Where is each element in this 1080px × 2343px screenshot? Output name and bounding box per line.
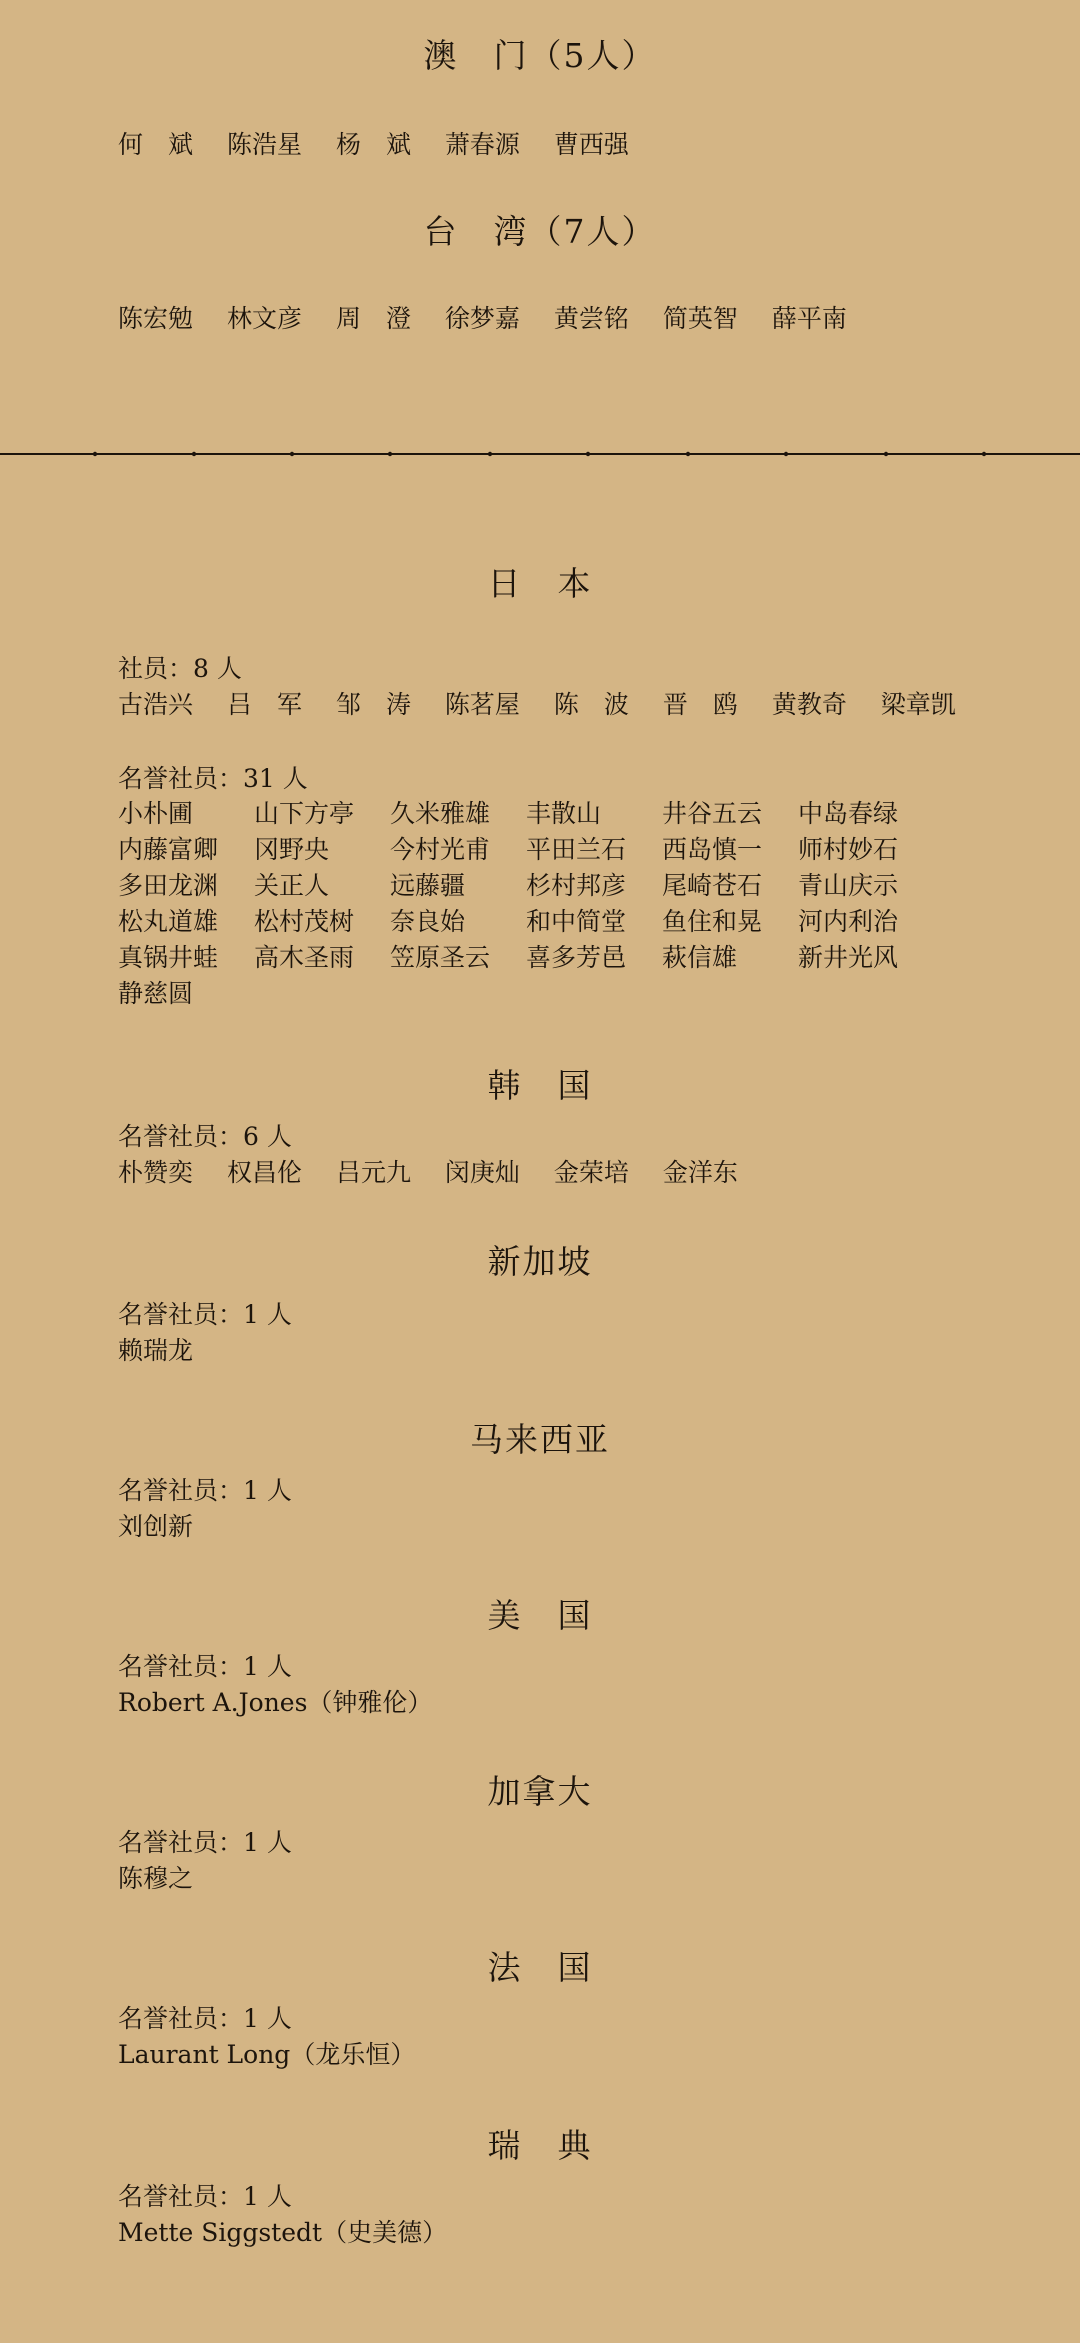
name-item: 奈良始: [390, 907, 466, 936]
name-item: 西岛慎一: [662, 835, 763, 864]
name-item: 小朴圃: [118, 799, 194, 828]
name-item: 冈野央: [254, 835, 330, 864]
section-title-singapore: 新加坡: [487, 1242, 593, 1281]
name-item: 周 澄: [335, 304, 411, 333]
name-item: 平田兰石: [526, 835, 627, 864]
name-item: 权昌伦: [226, 1158, 302, 1187]
name-item: 陈 波: [553, 690, 629, 719]
name-item: 陈茗屋: [444, 690, 520, 719]
name-item: 黄教奇: [771, 690, 847, 719]
name-item: 河内利治: [798, 907, 899, 936]
macau-names: [118, 128, 655, 162]
name-item: 鱼住和晃: [662, 907, 763, 936]
name-item: 金洋东: [662, 1158, 738, 1187]
japan-members-label: 社员：8 人: [118, 654, 242, 683]
section-title-macau: 澳 门（5人）: [423, 36, 657, 75]
name-item: 久米雅雄: [390, 799, 491, 828]
usa-name: Robert A.Jones（钟雅伦）: [118, 1688, 433, 1717]
korea-names: [118, 1156, 764, 1190]
name-item: 黄尝铭: [553, 304, 629, 333]
singapore-honorary-label: 名誉社员：1 人: [118, 1300, 292, 1329]
name-item: 古浩兴: [118, 690, 194, 719]
grid-row: [118, 976, 938, 1012]
section-title-usa: 美 国: [487, 1596, 593, 1635]
grid-row: [118, 868, 938, 904]
name-item: 吕 军: [226, 690, 302, 719]
name-item: 闵庚灿: [444, 1158, 520, 1187]
section-divider: [0, 448, 1080, 460]
name-item: 井谷五云: [662, 799, 763, 828]
section-title-japan: 日 本: [487, 564, 593, 603]
grid-row: [118, 904, 938, 940]
korea-honorary-label: 名誉社员：6 人: [118, 1122, 292, 1151]
name-item: 徐梦嘉: [444, 304, 520, 333]
name-item: 林文彦: [226, 304, 302, 333]
malaysia-name: 刘创新: [118, 1512, 194, 1541]
grid-row: [118, 832, 938, 868]
name-item: 尾崎苍石: [662, 871, 763, 900]
name-item: 梁章凯: [880, 690, 956, 719]
section-title-sweden: 瑞 典: [487, 2126, 593, 2165]
name-item: 萧春源: [444, 130, 520, 159]
name-item: 远藤疆: [390, 871, 466, 900]
name-item: 朴赞奕: [118, 1158, 194, 1187]
name-item: 内藤富卿: [118, 835, 219, 864]
name-item: 陈浩星: [226, 130, 302, 159]
japan-honorary-grid: [118, 796, 938, 1012]
name-item: 今村光甫: [390, 835, 491, 864]
name-item: 多田龙渊: [118, 871, 219, 900]
name-item: 笠原圣云: [390, 943, 491, 972]
canada-honorary-label: 名誉社员：1 人: [118, 1828, 292, 1857]
name-item: 师村妙石: [798, 835, 899, 864]
sweden-honorary-label: 名誉社员：1 人: [118, 2182, 292, 2211]
japan-honorary-label: 名誉社员：31 人: [118, 764, 308, 793]
france-name: Laurant Long（龙乐恒）: [118, 2040, 416, 2069]
taiwan-names: [118, 302, 873, 336]
name-item: 杉村邦彦: [526, 871, 627, 900]
name-item: 陈宏勉: [118, 304, 194, 333]
name-item: 中岛春绿: [798, 799, 899, 828]
usa-honorary-label: 名誉社员：1 人: [118, 1652, 292, 1681]
name-item: 山下方亭: [254, 799, 355, 828]
name-item: 真锅井蛙: [118, 943, 219, 972]
name-item: 新井光风: [798, 943, 899, 972]
canada-name: 陈穆之: [118, 1864, 194, 1893]
name-item: 丰散山: [526, 799, 602, 828]
name-item: 金荣培: [553, 1158, 629, 1187]
france-honorary-label: 名誉社员：1 人: [118, 2004, 292, 2033]
japan-members: [118, 688, 982, 722]
name-item: 简英智: [662, 304, 738, 333]
section-title-canada: 加拿大: [487, 1772, 593, 1811]
name-item: 松村茂树: [254, 907, 355, 936]
name-item: 和中简堂: [526, 907, 627, 936]
name-item: 杨 斌: [335, 130, 411, 159]
name-item: 喜多芳邑: [526, 943, 627, 972]
section-title-korea: 韩 国: [487, 1066, 593, 1105]
name-item: 吕元九: [335, 1158, 411, 1187]
name-item: 关正人: [254, 871, 330, 900]
grid-row: [118, 940, 938, 976]
malaysia-honorary-label: 名誉社员：1 人: [118, 1476, 292, 1505]
name-item: 曹西强: [553, 130, 629, 159]
name-item: 青山庆示: [798, 871, 899, 900]
name-item: 高木圣雨: [254, 943, 355, 972]
sweden-name: Mette Siggstedt（史美德）: [118, 2218, 448, 2247]
name-item: 松丸道雄: [118, 907, 219, 936]
name-item: 静慈圆: [118, 979, 194, 1008]
section-title-malaysia: 马来西亚: [470, 1420, 610, 1459]
section-title-france: 法 国: [487, 1948, 593, 1987]
name-item: 萩信雄: [662, 943, 738, 972]
singapore-name: 赖瑞龙: [118, 1336, 194, 1365]
grid-row: [118, 796, 938, 832]
name-item: 晋 鸥: [662, 690, 738, 719]
name-item: 何 斌: [118, 130, 194, 159]
name-item: 薛平南: [771, 304, 847, 333]
name-item: 邹 涛: [335, 690, 411, 719]
section-title-taiwan: 台 湾（7人）: [423, 212, 657, 251]
